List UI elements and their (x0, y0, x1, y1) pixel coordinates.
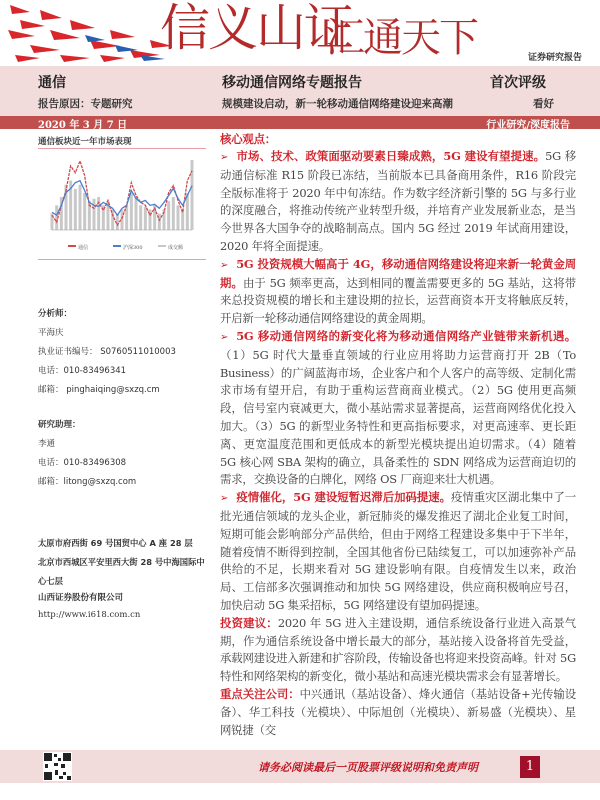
bullet-title: 疫情催化，5G 建设短暂迟滞后加码提速。 (236, 490, 452, 505)
assistant-email[interactable]: 邮箱：litong@sxzq.com (38, 477, 137, 487)
industry: 通信 (38, 75, 66, 91)
investment-advice (220, 615, 576, 686)
focus-text: 中兴通讯（基站设备）、烽火通信（基站设备+光传输设备）、华工科技（光模块）、中际旭创（光模块）、新易盛（光模块）、星网锐捷（交 (220, 686, 576, 737)
slogan-part2: 汇通天下 (325, 15, 477, 61)
page-footer (0, 750, 600, 783)
address-taiyuan: 太原市府西街 69 号国贸中心 A 座 28 层 (38, 538, 193, 548)
legend-label: 成交额 (168, 245, 184, 251)
divider (38, 259, 206, 260)
rating: 看好 (533, 98, 554, 110)
invest-label: 投资建议： (220, 615, 278, 630)
invest-text: 2020 年 5G 进入主建设期，通信系统设备行业进入高景气期，作为通信系统设备中增长最大的部分，基站接入设备将首先受益，承载网建设进入新建和扩容阶段，传输设备也将迎来投资高峰。针对 5G 特性和网络架构的新变化，微小基站和高速光模块需求会有显著增长。 (220, 615, 576, 684)
volume-bar (93, 199, 96, 230)
slogan-part1: 信义山证 (160, 0, 352, 57)
analyst-heading: 分析师： (38, 309, 73, 319)
website-link[interactable]: http://www.i618.com.cn (38, 610, 141, 620)
bullet-point (220, 148, 576, 256)
date-bar (0, 116, 600, 129)
legend-swatch (113, 245, 121, 247)
report-body (220, 131, 576, 739)
report-type: 证券研究报告 (527, 53, 582, 63)
disclaimer-notice[interactable]: 请务必阅读最后一页股票评级说明和免责声明 (258, 761, 478, 774)
rating-type: 首次评级 (490, 75, 546, 91)
report-date: 2020 年 3 月 7 日 (38, 120, 128, 131)
assistant-phone: 电话：010-83496308 (38, 458, 127, 468)
arrow-bullet-icon: ➢ (220, 259, 229, 271)
bullet-title: 5G 投资规模大幅高于 4G，移动通信网络建设将迎来新一轮黄金周期。 (220, 256, 576, 290)
analyst-email[interactable]: 邮箱： pinghaiqing@sxzq.cm (38, 385, 160, 395)
core-heading: 核心观点： (220, 132, 276, 146)
bullet-point (220, 328, 576, 489)
volume-bar (83, 193, 86, 230)
arrow-bullet-icon: ➢ (220, 493, 229, 505)
bullet-text: 疫情重灾区湖北集中了一批光通信领域的龙头企业，新冠肺炎的爆发推迟了湖北企业复工时间，短期可能会影响部分产品供给，但由于网络工程建设多集中于下半年，随着疫情不断得到控制，全国其他省份已陆续复工，可以加速弥补产品供给的不足，长期来看对 5G 建设影响有限。自疫情发生以来，政治局、工信部多次强调推动和加快 5G 网络建设，供应商积极响应号召，加快启动 5G 集采招标，5G 网络建设有望加码提速。 (220, 490, 576, 612)
report-subtitle: 规模建设启动，新一轮移动通信网络建设迎来高潮 (222, 98, 453, 110)
divider (38, 148, 206, 149)
assistant-heading: 研究助理： (38, 420, 81, 430)
bullet-text: 由于 5G 频率更高，达到相同的覆盖需要更多的 5G 基站，这将带来总投资规模的增长和主建设期的拉长，运营商资本开支将触底反转，开启新一轮移动通信网络建设的黄金周期。 (220, 275, 576, 326)
company-name: 山西证券股份有限公司 (38, 593, 124, 603)
report-reason: 报告原因：专题研究 (38, 98, 133, 110)
legend-swatch (68, 245, 76, 247)
bullet-text: 5G 移动通信标准 R15 阶段已冻结，当前版本已具备商用条件，R16 阶段完全版标准将于 2020 年中旬冻结。作为数字经济新引擎的 5G 与多行业的深度融合，将推动传统产业转型升级，并培育产业发展新业态，是当今世界各大国争夺的战略制高点。国内 5G 经过 2019 年试商用建设，2020 年将全面提速。 (220, 149, 576, 253)
header-banner (0, 0, 600, 66)
bullet-point (220, 256, 576, 328)
market-performance-chart (38, 150, 206, 258)
page-number: 1 (520, 756, 540, 778)
address-beijing: 北京市西城区平安里西大街 28 号中海国际中心七层 (38, 557, 205, 586)
bullet-text: （1）5G 时代大量垂直领域的行业应用将助力运营商打开 2B（To Business）的广阔蓝海市场，企业客户和个人客户的高等级、定制化需求市场有望开启，有助于重构运营商商业模式。（2）5G 使用更高频段，信号室内衰减更大，微小基站需求显著提高，运营商网络优化投入加大。（3）5G 的新型业务特性和更高指标要求，对更高速率、更长距离、更宽温度范围和更低成本的新型光模块提出迫切需求。（4）随着 5G 核心网 SBA 架构的确立，具备柔性的 SDN 网络成为运营商迫切的需求，交换设备的白牌化，网络 OS 厂商迎来壮大机遇。 (220, 347, 576, 487)
volume-bar (181, 209, 184, 230)
volume-bar (74, 189, 77, 230)
bullet-point (220, 489, 576, 615)
volume-bar (167, 201, 170, 230)
volume-bar (135, 197, 138, 230)
bullet-title: 市场、技术、政策面驱动要素日臻成熟，5G 建设有望提速。 (236, 149, 546, 163)
volume-bar (172, 197, 175, 230)
arrow-bullet-icon: ➢ (220, 331, 229, 343)
focus-label: 重点关注公司： (220, 686, 300, 701)
volume-bar (130, 193, 133, 230)
report-title: 移动通信网络专题报告 (222, 75, 362, 91)
focus-companies (220, 686, 576, 739)
arrow-bullet-icon: ➢ (220, 152, 229, 163)
chart-title: 通信板块近一年市场表现 (38, 137, 132, 147)
legend-swatch (158, 245, 166, 247)
assistant-name: 李通 (38, 439, 56, 449)
report-category: 行业研究/深度报告 (486, 120, 570, 131)
volume-bar (79, 185, 82, 230)
qr-code-icon (43, 752, 72, 781)
volume-bar (191, 160, 194, 230)
bullet-title: 5G 移动通信网络的新变化将为移动通信网络产业链带来新机遇。 (236, 328, 576, 343)
title-band (0, 66, 600, 116)
analyst-phone: 电话：010-83496341 (38, 366, 127, 376)
analyst-name: 平海庆 (38, 328, 64, 338)
volume-bar (144, 207, 147, 230)
license-number: 执业证书编号： S0760511010003 (38, 347, 176, 357)
volume-bar (139, 205, 142, 230)
legend-label: 通信 (78, 245, 89, 251)
legend-label: 沪深300 (123, 245, 143, 251)
volume-bar (177, 205, 180, 230)
